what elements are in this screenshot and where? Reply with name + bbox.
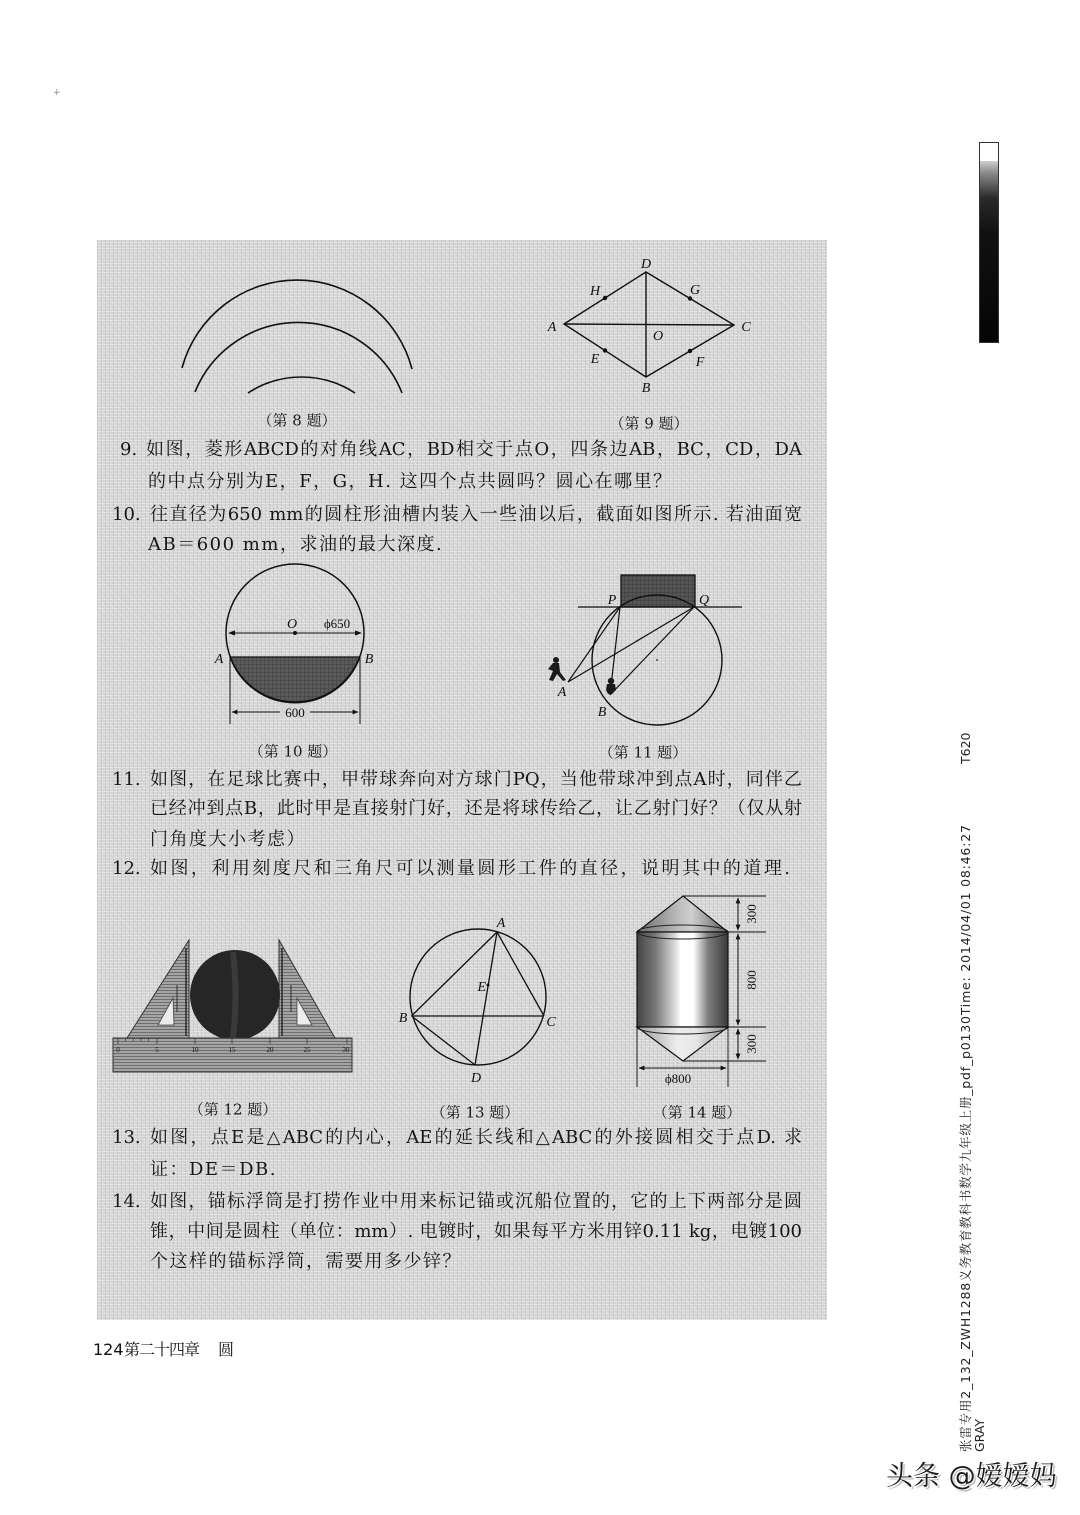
bottom-cone-height-label: 300: [744, 1034, 759, 1054]
chord-length-label: 600: [285, 705, 305, 720]
label-A: A: [547, 320, 557, 335]
question-13-line: 如图，点E是△ABC的内心，AE的延长线和△ABC的外接圆相交于点D. 求: [150, 1127, 802, 1148]
question-13-number: 13.: [112, 1127, 141, 1148]
question-12-line: 如图，利用刻度尺和三角尺可以测量圆形工件的直径，说明其中的道理.: [150, 858, 790, 879]
figure-14-caption: （第 14 题）: [652, 1103, 742, 1122]
figure-8-caption: （第 8 题）: [257, 411, 337, 430]
ruler-tick-label: 20: [266, 1046, 274, 1054]
figure-10-oil-tank: [205, 555, 390, 730]
question-10-line: AB＝600 mm，求油的最大深度.: [148, 534, 444, 555]
label-B: B: [364, 652, 374, 667]
scan-code: T620: [958, 732, 973, 764]
scan-info-text: 张雷专用2_132_ZWH1288义务教育教科书数学九年级上册_pdf_p0130Time: 2014/04/01 08:46:27: [958, 824, 973, 1452]
label-D: D: [640, 257, 652, 272]
question-10-line: 往直径为650 mm的圆柱形油槽内装入一些油以后，截面如图所示. 若油面宽: [150, 504, 802, 525]
figure-12-caption: （第 12 题）: [188, 1100, 278, 1119]
figure-13-circumcircle: [395, 910, 565, 1090]
question-14-number: 14.: [112, 1191, 141, 1212]
label-E: E: [477, 980, 486, 995]
label-A: A: [557, 685, 567, 700]
top-cone-height-label: 300: [744, 904, 759, 924]
goal-net: [621, 575, 695, 607]
ruler: [113, 1038, 352, 1072]
label-C: C: [546, 1015, 556, 1030]
chapter-label: 第二十四章: [124, 1340, 200, 1359]
label-Q: Q: [698, 593, 710, 608]
question-11-number: 11.: [112, 769, 141, 790]
question-10-number: 10.: [112, 504, 141, 525]
ruler-tick-label: 30: [342, 1046, 350, 1054]
middle-arc: [195, 322, 402, 393]
label-C: C: [741, 320, 751, 335]
question-9-number: 9.: [120, 439, 138, 460]
grayscale-calibration-bar: [979, 142, 999, 343]
player-icon: [548, 657, 566, 681]
label-O: O: [652, 329, 664, 344]
label-B: B: [398, 1011, 408, 1026]
cylinder-height-label: 800: [744, 970, 759, 990]
ruler-tick-label: 10: [191, 1046, 199, 1054]
ruler-tick-label: 15: [228, 1046, 236, 1054]
figure-10-caption: （第 10 题）: [248, 742, 338, 761]
figure-8-arcs: [170, 265, 430, 405]
chapter-title: 圆: [218, 1340, 235, 1359]
registration-mark: +: [53, 88, 61, 98]
question-11-line: 已经冲到点B，此时甲是直接射门好，还是将球传给乙，让乙射门好？（仅从射: [150, 798, 802, 819]
label-E: E: [590, 352, 600, 367]
question-11-line: 如图，在足球比赛中，甲带球奔向对方球门PQ，当他带球冲到点A时，同伴乙: [150, 769, 802, 790]
question-13-line: 证：DE＝DB.: [150, 1159, 277, 1180]
label-A: A: [496, 916, 506, 931]
question-14-line: 锥，中间是圆柱（单位：mm）. 电镀时，如果每平方米用锌0.11 kg，电镀100: [150, 1221, 802, 1242]
figure-13-caption: （第 13 题）: [430, 1103, 520, 1122]
label-B: B: [641, 381, 651, 396]
label-F: F: [695, 355, 705, 370]
oil-segment: [230, 657, 360, 703]
scan-margin-info: [959, 732, 987, 1452]
question-14-line: 如图，锚标浮筒是打捞作业中用来标记锚或沉船位置的，它的上下两部分是圆: [150, 1191, 802, 1212]
ruler-tick-label: 5: [155, 1046, 159, 1054]
figure-11-caption: （第 11 题）: [598, 743, 688, 762]
cylinder: [637, 932, 728, 1027]
question-9-line: 的中点分别为E，F，G，H. 这四个点共圆吗？圆心在哪里？: [148, 471, 673, 492]
player-icon: [606, 678, 616, 694]
label-P: P: [607, 593, 617, 608]
watermark: 头条 @嫒嫒妈: [886, 1461, 1057, 1492]
diameter-label: ϕ800: [664, 1071, 692, 1086]
figure-14-anchor-buoy: [625, 888, 775, 1093]
left-set-square: [127, 940, 189, 1038]
ruler-tick-label: 0: [116, 1046, 120, 1054]
figure-11-football-goal: [540, 565, 750, 730]
diameter-label: ϕ650: [323, 616, 351, 631]
question-12-number: 12.: [112, 858, 141, 879]
label-G: G: [689, 283, 701, 298]
scan-color-mode: GRAY: [972, 1418, 987, 1452]
question-9-line: 如图，菱形ABCD的对角线AC，BD相交于点O，四条边AB，BC，CD，DA: [146, 439, 802, 460]
figure-9-caption: （第 9 题）: [609, 414, 689, 433]
label-H: H: [589, 284, 601, 299]
label-B: B: [597, 705, 607, 720]
label-D: D: [470, 1071, 482, 1086]
figure-9-rhombus: [540, 250, 760, 400]
label-O: O: [286, 617, 298, 632]
ruler-tick-label: 25: [303, 1046, 311, 1054]
figure-12-ruler-set-squares: [105, 930, 360, 1080]
question-14-line: 个这样的锚标浮筒，需要用多少锌？: [150, 1251, 462, 1272]
label-A: A: [214, 652, 224, 667]
question-11-line: 门角度大小考虑）: [150, 829, 306, 850]
inner-arc: [248, 377, 355, 393]
page-number: 124: [93, 1340, 124, 1359]
